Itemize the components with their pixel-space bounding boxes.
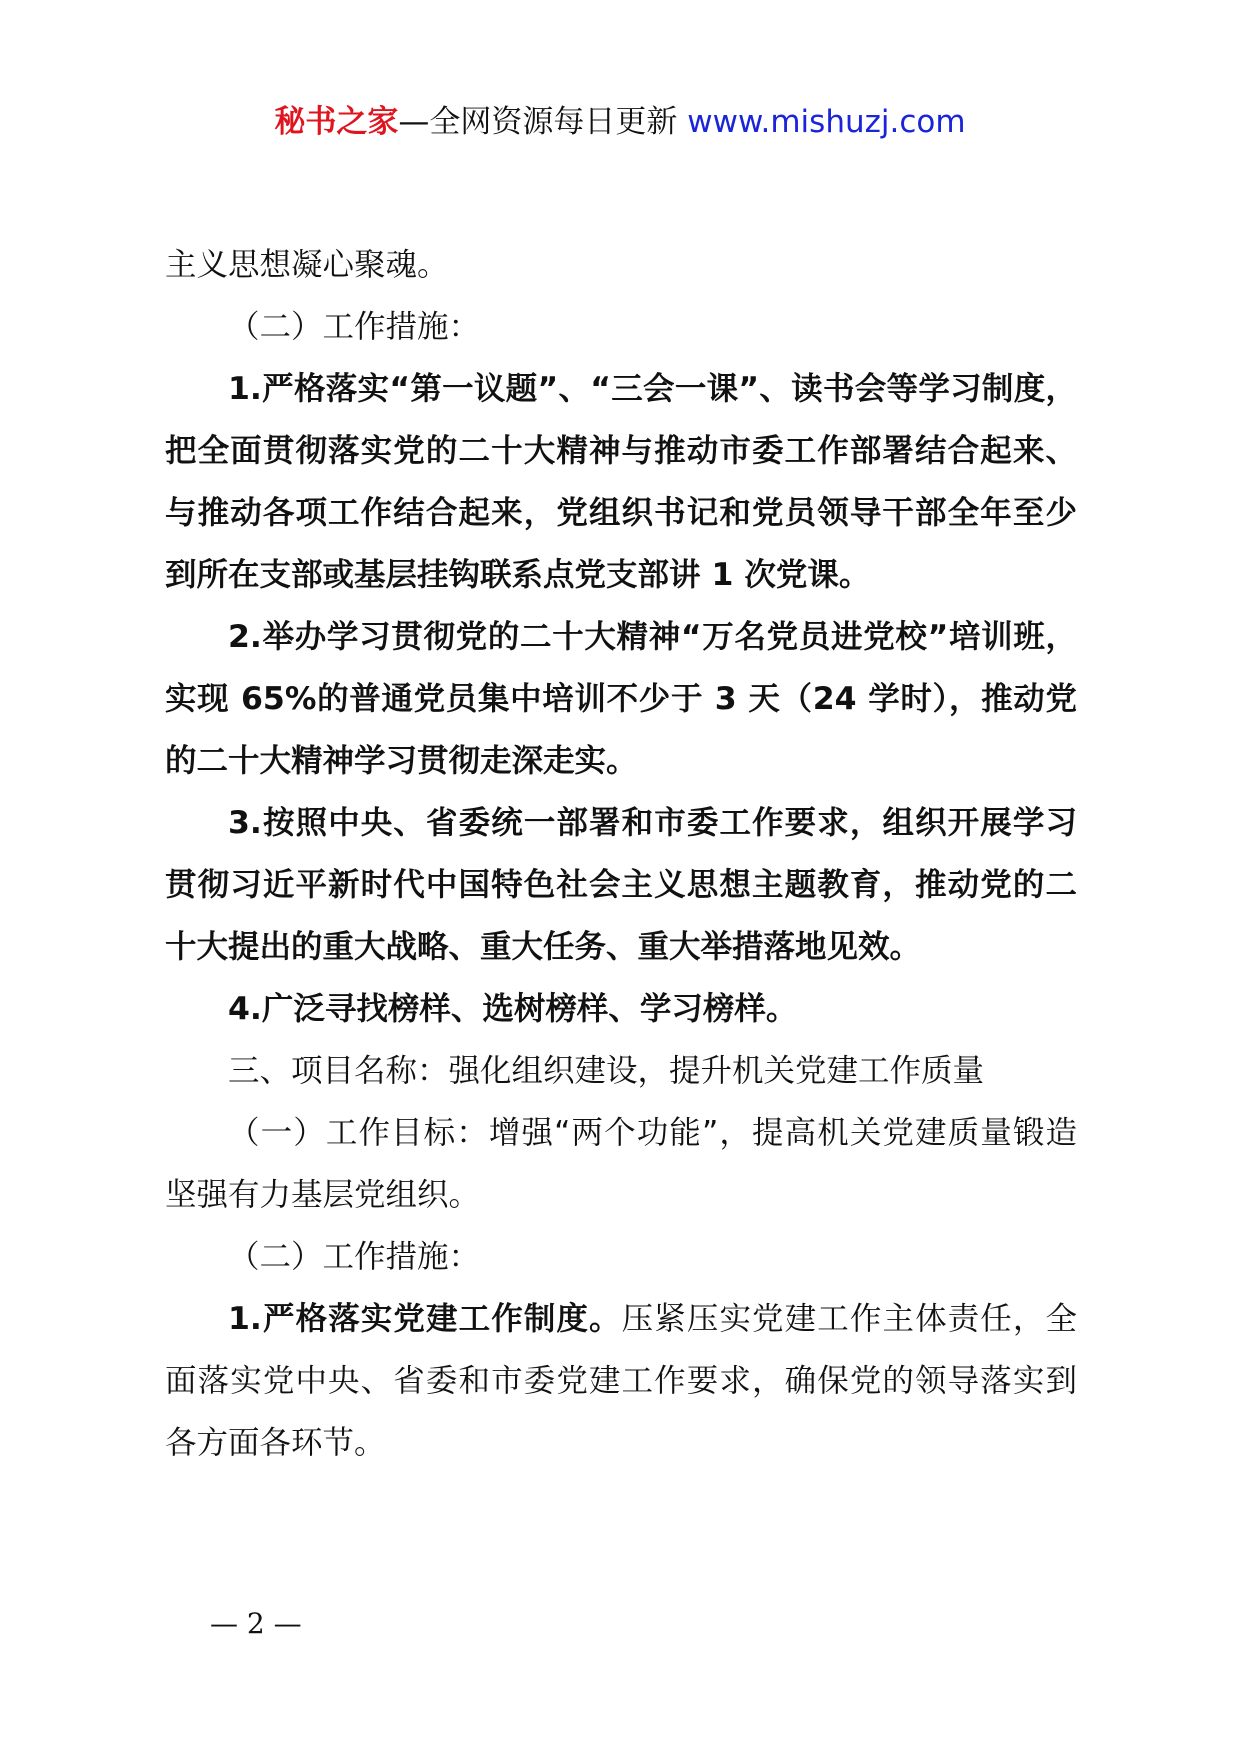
website-link[interactable]: www.mishuzj.com (687, 104, 966, 140)
project-title: 三、项目名称：强化组织建设，提升机关党建工作质量 (228, 1053, 985, 1089)
section-heading: （二）工作措施： (228, 1239, 481, 1275)
measure-item: 3.按照中央、省委统一部署和市委工作要求，组织开展学习贯彻习近平新时代中国特色社会主义思想主题教育，推动党的二十大提出的重大战略、重大任务、重大举措落地见效。 (165, 805, 1077, 965)
measure-item (165, 1288, 1077, 1474)
work-goal: （一）工作目标：增强“两个功能”，提高机关党建质量锻造坚强有力基层党组织。 (165, 1115, 1077, 1213)
measure-lead: 1.严格落实党建工作制度。 (228, 1301, 622, 1337)
document-body (165, 234, 1077, 1474)
section-heading: （二）工作措施： (228, 309, 481, 345)
header-tagline: —全网资源每日更新 (398, 104, 688, 140)
measure-item: 4.广泛寻找榜样、选树榜样、学习榜样。 (228, 991, 798, 1027)
page-number: — 2 — (210, 1607, 302, 1640)
measure-item: 1.严格落实“第一议题”、“三会一课”、读书会等学习制度，把全面贯彻落实党的二十大精神与推动市委工作部署结合起来、与推动各项工作结合起来，党组织书记和党员领导干部全年至少到所在支部或基层挂钩联系点党支部讲 1 次党课。 (165, 371, 1077, 593)
brand-name: 秘书之家 (274, 104, 399, 140)
measure-item: 2.举办学习贯彻党的二十大精神“万名党员进党校”培训班，实现 65%的普通党员集中培训不少于 3 天（24 学时），推动党的二十大精神学习贯彻走深走实。 (165, 619, 1077, 779)
paragraph: 主义思想凝心聚魂。 (165, 247, 449, 283)
page-header (0, 100, 1240, 144)
measure-text: 压紧压实党建工作主体责任，全面落实党中央、省委和市委党建工作要求，确保党的领导落实到各方面各环节。 (165, 1301, 1077, 1461)
